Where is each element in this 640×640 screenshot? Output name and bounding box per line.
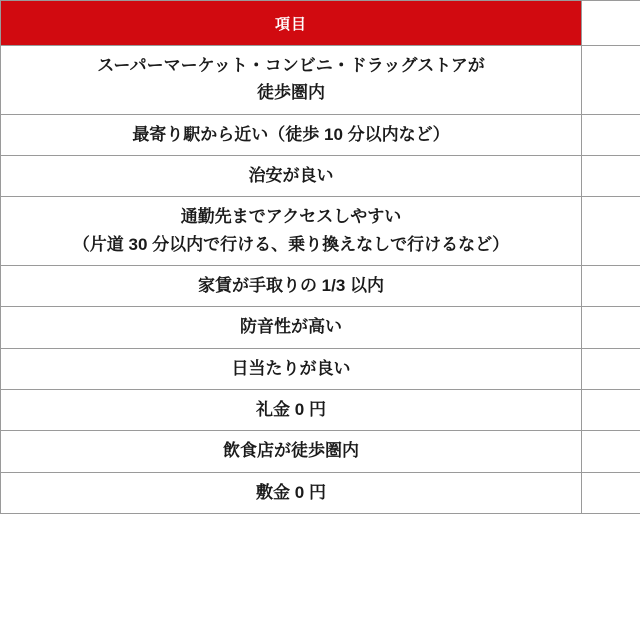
check-cell[interactable] <box>582 431 640 472</box>
check-cell[interactable] <box>582 114 640 155</box>
check-cell[interactable] <box>582 266 640 307</box>
check-cell[interactable] <box>582 197 640 266</box>
item-line: 日当たりが良い <box>231 358 351 378</box>
table-row <box>1 114 640 155</box>
header-cell-item: 項目 <box>1 1 582 46</box>
item-cell <box>1 114 582 155</box>
item-line: スーパーマーケット・コンビニ・ドラッグストアが <box>97 56 485 75</box>
table-row <box>1 156 640 197</box>
item-cell <box>1 472 582 513</box>
table-body <box>1 46 640 514</box>
item-line: 最寄り駅から近い（徒歩 10 分以内など） <box>132 124 450 144</box>
item-line: 治安が良い <box>248 166 334 186</box>
check-cell[interactable] <box>582 348 640 389</box>
item-line: 敷金 0 円 <box>256 482 326 502</box>
item-cell <box>1 197 582 266</box>
table-row <box>1 197 640 266</box>
item-line: （片道 30 分以内で行ける、乗り換えなしで行けるなど） <box>72 234 510 254</box>
item-cell <box>1 348 582 389</box>
item-line: 家賃が手取りの 1/3 以内 <box>197 276 385 296</box>
item-line: 礼金 0 円 <box>256 400 326 420</box>
item-line: 飲食店が徒歩圏内 <box>223 441 359 461</box>
item-cell <box>1 266 582 307</box>
item-cell <box>1 156 582 197</box>
check-cell[interactable] <box>582 307 640 348</box>
table-header <box>1 1 640 46</box>
table-row <box>1 348 640 389</box>
table-row <box>1 431 640 472</box>
table-row <box>1 472 640 513</box>
check-cell[interactable] <box>582 472 640 513</box>
item-line: 徒歩圏内 <box>257 83 325 103</box>
item-cell <box>1 390 582 431</box>
header-cell-check <box>582 1 640 46</box>
check-cell[interactable] <box>582 390 640 431</box>
item-cell <box>1 46 582 115</box>
item-cell <box>1 431 582 472</box>
check-cell[interactable] <box>582 46 640 115</box>
item-line: 通勤先までアクセスしやすい <box>180 207 402 227</box>
table-row <box>1 46 640 115</box>
item-cell <box>1 307 582 348</box>
table-row <box>1 390 640 431</box>
check-cell[interactable] <box>582 156 640 197</box>
item-line: 防音性が高い <box>240 317 342 337</box>
table-row <box>1 266 640 307</box>
table-row <box>1 307 640 348</box>
header-row <box>1 1 640 46</box>
